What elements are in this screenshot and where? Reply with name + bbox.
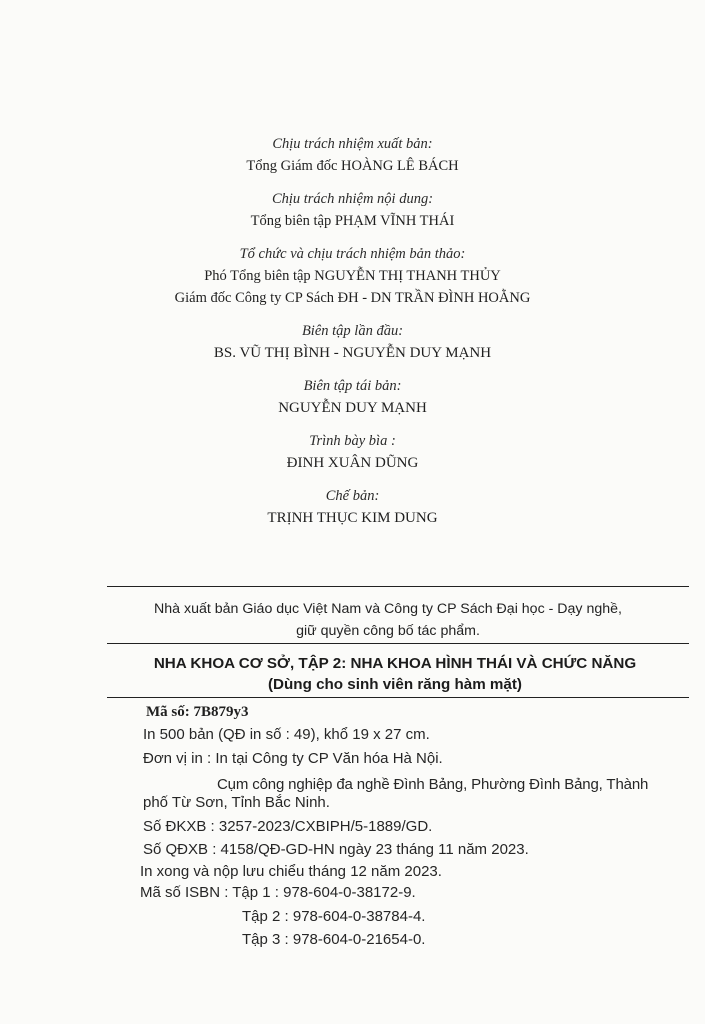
- deposit-date: In xong và nộp lưu chiểu tháng 12 năm 2023.: [140, 863, 442, 880]
- printer-address-line1: Cụm công nghiệp đa nghề Đình Bảng, Phường Đình Bảng, Thành: [217, 776, 649, 793]
- publisher-note: [88, 598, 688, 642]
- credit-role: Trình bày bìa :: [309, 433, 396, 449]
- credit-role: Chế bản:: [325, 488, 380, 504]
- credit-publishing-responsibility: [0, 134, 705, 177]
- credit-typesetting: [0, 486, 705, 529]
- credit-name: BS. VŨ THỊ BÌNH - NGUYỄN DUY MẠNH: [213, 345, 492, 361]
- credit-role: Tổ chức và chịu trách nhiệm bản thảo:: [239, 246, 466, 262]
- credit-role: Chịu trách nhiệm xuất bản:: [272, 136, 433, 152]
- publisher-note-line: giữ quyền công bố tác phẩm.: [296, 623, 480, 639]
- printer-address-line2: phố Từ Sơn, Tỉnh Bắc Ninh.: [143, 794, 330, 811]
- credit-name: NGUYỄN DUY MẠNH: [278, 400, 427, 416]
- credit-role: Biên tập tái bản:: [303, 378, 402, 394]
- book-title-block: [95, 653, 695, 695]
- book-code: Mã số: 7B879y3: [146, 704, 249, 720]
- print-run: In 500 bản (QĐ in số : 49), khổ 19 x 27 cm.: [143, 726, 430, 743]
- credits-section: [0, 134, 705, 541]
- isbn-volume-2: Tập 2 : 978-604-0-38784-4.: [242, 908, 426, 925]
- divider-top: [107, 586, 689, 587]
- credit-name: Giám đốc Công ty CP Sách ĐH - DN TRẦN ĐÌNH HOẰNG: [174, 290, 531, 306]
- credit-role: Chịu trách nhiệm nội dung:: [271, 191, 434, 207]
- printer: Đơn vị in : In tại Công ty CP Văn hóa Hà Nội.: [143, 750, 443, 767]
- credit-cover-design: [0, 431, 705, 474]
- credit-manuscript-responsibility: [0, 244, 705, 309]
- publisher-note-line: Nhà xuất bản Giáo dục Việt Nam và Công ty CP Sách Đại học - Dạy nghề,: [154, 601, 622, 617]
- divider-bottom: [107, 697, 689, 698]
- credit-name: ĐINH XUÂN DŨNG: [286, 455, 419, 471]
- credit-name: Tổng biên tập PHẠM VĨNH THÁI: [250, 213, 455, 229]
- credit-name: Tổng Giám đốc HOÀNG LÊ BÁCH: [246, 158, 459, 174]
- decision-number: Số QĐXB : 4158/QĐ-GD-HN ngày 23 tháng 11 năm 2023.: [143, 841, 529, 858]
- credit-name: Phó Tổng biên tập NGUYỄN THỊ THANH THỦY: [204, 268, 501, 284]
- credit-first-editor: [0, 321, 705, 364]
- book-title: NHA KHOA CƠ SỞ, TẬP 2: NHA KHOA HÌNH THÁI VÀ CHỨC NĂNG: [153, 655, 637, 672]
- registration-number: Số ĐKXB : 3257-2023/CXBIPH/5-1889/GD.: [143, 818, 433, 835]
- isbn-volume-3: Tập 3 : 978-604-0-21654-0.: [242, 931, 426, 948]
- credit-role: Biên tập lần đầu:: [301, 323, 404, 339]
- credit-content-responsibility: [0, 189, 705, 232]
- book-subtitle: (Dùng cho sinh viên răng hàm mặt): [268, 676, 522, 693]
- divider-middle: [107, 643, 689, 644]
- isbn-volume-1: Mã số ISBN : Tập 1 : 978-604-0-38172-9.: [140, 884, 416, 901]
- credit-name: TRỊNH THỤC KIM DUNG: [267, 510, 438, 526]
- credit-reprint-editor: [0, 376, 705, 419]
